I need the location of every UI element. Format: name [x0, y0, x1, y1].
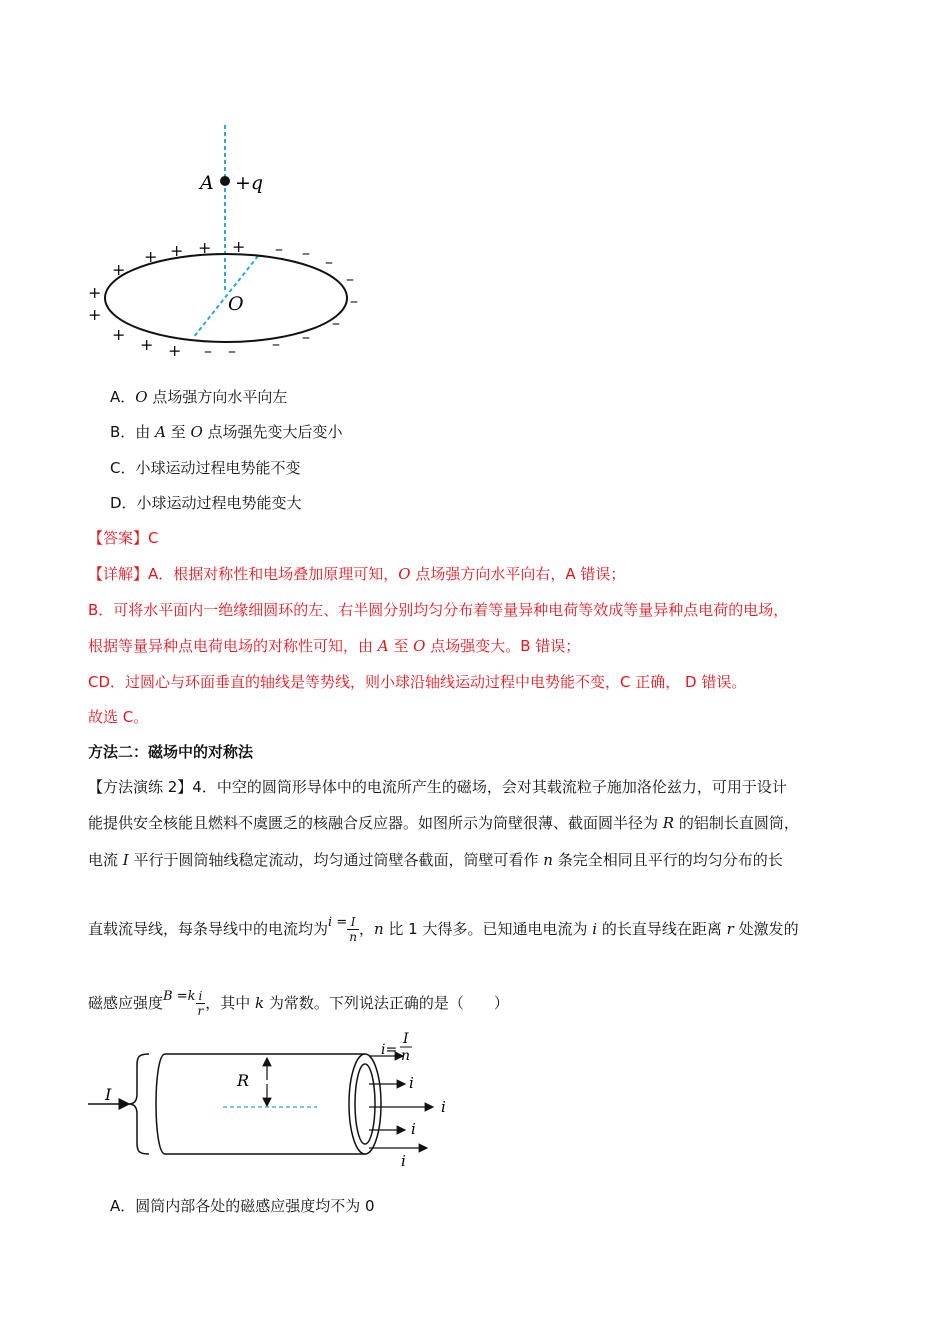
q4-line-4: 直载流导线，每条导线中的电流均为i = $\frac{I}{n}$ ，n 比 1 大得多。已知通电电流为 i 的长直导线在距离 r 处激发的 — [88, 915, 799, 944]
fraction-i-over-r: $\frac{i}{r}$ — [197, 989, 204, 1018]
q4-option-a: A．圆筒内部各处的磁感应强度均不为 0 — [110, 1197, 375, 1215]
q4-line-3: 电流 I 平行于圆筒轴线稳定流动，均匀通过筒壁各截面，筒壁可看作 n 条完全相同且平行的均匀分布的长 — [88, 851, 783, 869]
option-d: D．小球运动过程电势能变大 — [110, 494, 302, 512]
detail-line-4: CD．过圆心与环面垂直的轴线是等势线，则小球沿轴线运动过程中电势能不变，C 正确， D 错误。 — [88, 673, 747, 691]
svg-text:–: – — [275, 239, 283, 258]
detail-line-1: 【详解】A．根据对称性和电场叠加原理可知，O 点场强方向水平向右，A 错误； — [88, 565, 626, 583]
detail-line-3: 根据等量异种点电荷电场的对称性可知，由 A 至 O 点场强变大。B 错误； — [88, 637, 581, 655]
label-a: A — [200, 172, 214, 194]
ring-charge-figure — [80, 120, 380, 365]
svg-text:+: + — [140, 335, 154, 354]
detail-line-5: 故选 C。 — [88, 708, 149, 726]
svg-text:–: – — [346, 269, 354, 288]
svg-text:+: + — [112, 325, 126, 344]
fraction-i-over-n: $\frac{I}{n}$ — [349, 915, 357, 944]
svg-text:–: – — [302, 243, 310, 262]
svg-text:+: + — [232, 237, 246, 256]
label-frac-den: n — [401, 1048, 411, 1064]
svg-text:–: – — [325, 252, 333, 271]
q4-line-2: 能提供安全核能且燃料不虞匮乏的核融合反应器。如图所示为筒壁很薄、截面圆半径为 R 的铝制长直圆筒， — [88, 814, 799, 832]
svg-text:+: + — [198, 238, 212, 257]
option-a: A．O 点场强方向水平向左 — [110, 388, 288, 406]
label-big-i: I — [105, 1085, 112, 1104]
svg-text:–: – — [204, 341, 212, 360]
label-i-5: i — [401, 1152, 406, 1170]
svg-text:–: – — [272, 334, 280, 353]
svg-text:–: – — [302, 327, 310, 346]
svg-text:+: + — [112, 260, 126, 279]
cylinder-body — [156, 1054, 365, 1154]
label-i-3: i — [441, 1098, 446, 1116]
q4-line-5: 磁感应强度B =k $\frac{i}{r}$ ，其中 k 为常数。下列说法正确的是（ ） — [88, 989, 509, 1018]
svg-text:+: + — [170, 241, 184, 260]
svg-text:+: + — [88, 305, 102, 324]
label-frac-num: I — [403, 1031, 409, 1047]
svg-text:+: + — [144, 247, 158, 266]
label-i-2: i — [409, 1074, 414, 1092]
detail-line-2: B．可将水平面内一绝缘细圆环的左、右半圆分别均匀分布着等量异种电荷等效成等量异种点电荷的电场， — [88, 601, 789, 619]
svg-text:–: – — [332, 313, 340, 332]
label-o: O — [228, 293, 244, 315]
method2-heading: 方法二：磁场中的对称法 — [88, 743, 254, 761]
label-i-4: i — [411, 1120, 416, 1138]
option-b: B．由 A 至 O 点场强先变大后变小 — [110, 423, 343, 441]
q4-line-1: 【方法演练 2】4．中空的圆筒形导体中的电流所产生的磁场，会对其载流粒子施加洛伦兹力，可用于设计 — [88, 778, 787, 796]
label-r: R — [237, 1071, 250, 1090]
svg-text:+: + — [88, 283, 102, 302]
label-q: +q — [235, 172, 264, 194]
cylinder-figure — [85, 1028, 465, 1173]
option-c: C．小球运动过程电势能不变 — [110, 459, 301, 477]
svg-text:–: – — [350, 291, 358, 310]
label-i-eq: i= — [381, 1042, 398, 1058]
point-a-dot — [220, 176, 230, 186]
answer-label: 【答案】C — [88, 529, 159, 547]
svg-text:–: – — [228, 341, 236, 360]
brace — [129, 1054, 149, 1154]
cylinder-end-outer — [349, 1054, 381, 1154]
svg-text:+: + — [168, 341, 182, 360]
